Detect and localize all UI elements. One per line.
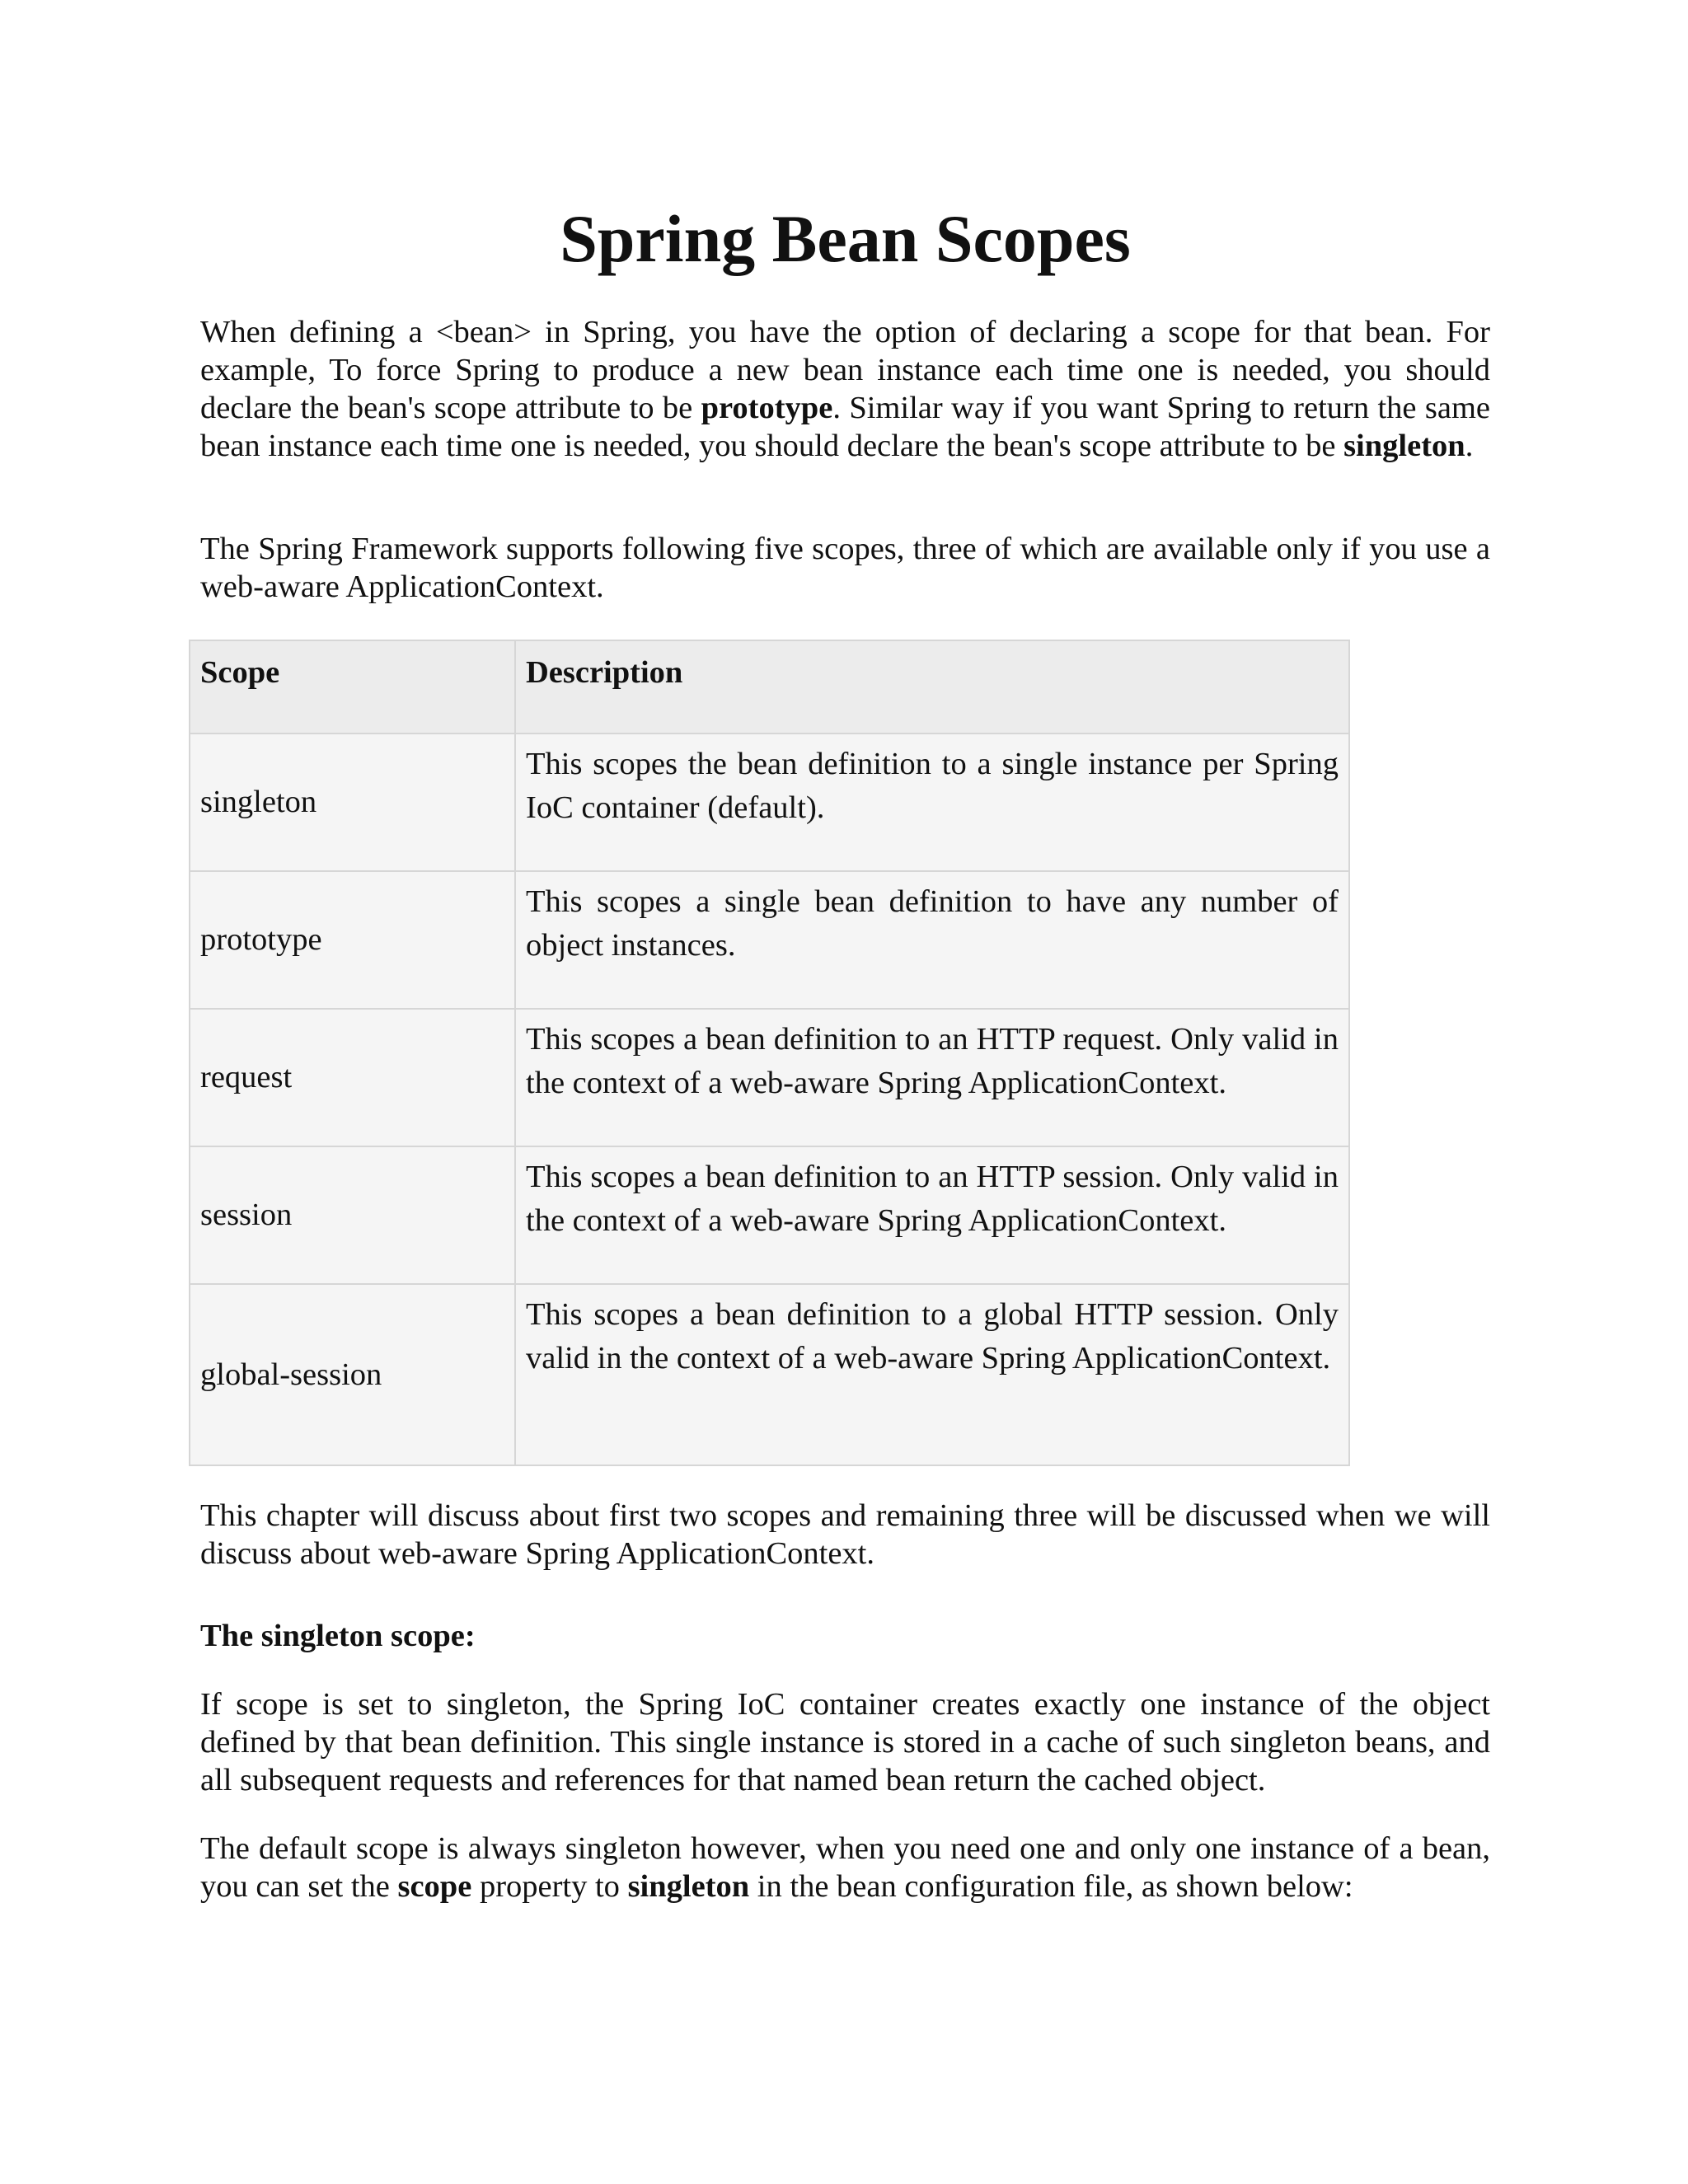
table-row: [190, 733, 1349, 871]
intro-paragraph: [200, 313, 1490, 465]
table-header-row: [190, 640, 1349, 733]
default-scope-text-2: property to: [471, 1869, 628, 1904]
description-cell: This scopes the bean definition to a single instance per Spring IoC container (default).: [515, 733, 1349, 871]
singleton-paragraph: If scope is set to singleton, the Spring IoC container creates exactly one instance of the object defined by that bean definition. This single instance is stored in a cache of such singleton beans, and all subsequent requests and references for that named bean return the cached object.: [200, 1687, 1490, 1797]
description-column-header: Description: [515, 640, 1349, 733]
prototype-keyword: prototype: [701, 391, 833, 425]
description-cell: This scopes a bean definition to a global HTTP session. Only valid in the context of a web-aware Spring ApplicationContext.: [515, 1284, 1349, 1465]
scope-column-header: Scope: [190, 640, 515, 733]
table-row: [190, 1009, 1349, 1146]
scope-cell: prototype: [190, 871, 515, 1009]
scope-cell: singleton: [190, 733, 515, 871]
description-cell: This scopes a bean definition to an HTTP session. Only valid in the context of a web-aware Spring ApplicationContext.: [515, 1146, 1349, 1284]
default-scope-text-1: The default scope is always singleton however, when you need one and only one instance of a bean, you can set the: [200, 1831, 1490, 1904]
scope-cell: global-session: [190, 1284, 515, 1465]
scopes-intro-paragraph: The Spring Framework supports following five scopes, three of which are available only if you use a web-aware ApplicationContext.: [200, 532, 1490, 604]
scopes-table: [189, 640, 1350, 1466]
page-title: Spring Bean Scopes: [560, 201, 1131, 276]
intro-text-1: When defining a <bean> in Spring, you have the option of declaring a scope for that bean. For example, To force Spring to produce a new bean instance each time one is needed, you should declare the bean's scope attribute to be: [200, 315, 1490, 425]
description-cell: This scopes a single bean definition to have any number of object instances.: [515, 871, 1349, 1009]
table-row: [190, 1284, 1349, 1465]
intro-text-2: . Similar way if you want Spring to return the same bean instance each time one is needed, you should declare the bean's scope attribute to be: [200, 391, 1490, 463]
singleton-value-keyword: singleton: [627, 1869, 750, 1904]
table-row: [190, 1146, 1349, 1284]
after-table-paragraph: This chapter will discuss about first two scopes and remaining three will be discussed when we will discuss about web-aware Spring ApplicationContext.: [200, 1498, 1490, 1571]
default-scope-paragraph: [200, 1830, 1490, 1905]
scope-keyword: scope: [397, 1869, 472, 1904]
intro-text-3: .: [1465, 429, 1474, 463]
singleton-scope-heading: The singleton scope:: [200, 1619, 476, 1653]
singleton-keyword: singleton: [1343, 429, 1465, 463]
description-cell: This scopes a bean definition to an HTTP request. Only valid in the context of a web-aware Spring ApplicationContext.: [515, 1009, 1349, 1146]
scope-cell: session: [190, 1146, 515, 1284]
default-scope-text-3: in the bean configuration file, as shown below:: [749, 1869, 1353, 1904]
scope-cell: request: [190, 1009, 515, 1146]
table-row: [190, 871, 1349, 1009]
